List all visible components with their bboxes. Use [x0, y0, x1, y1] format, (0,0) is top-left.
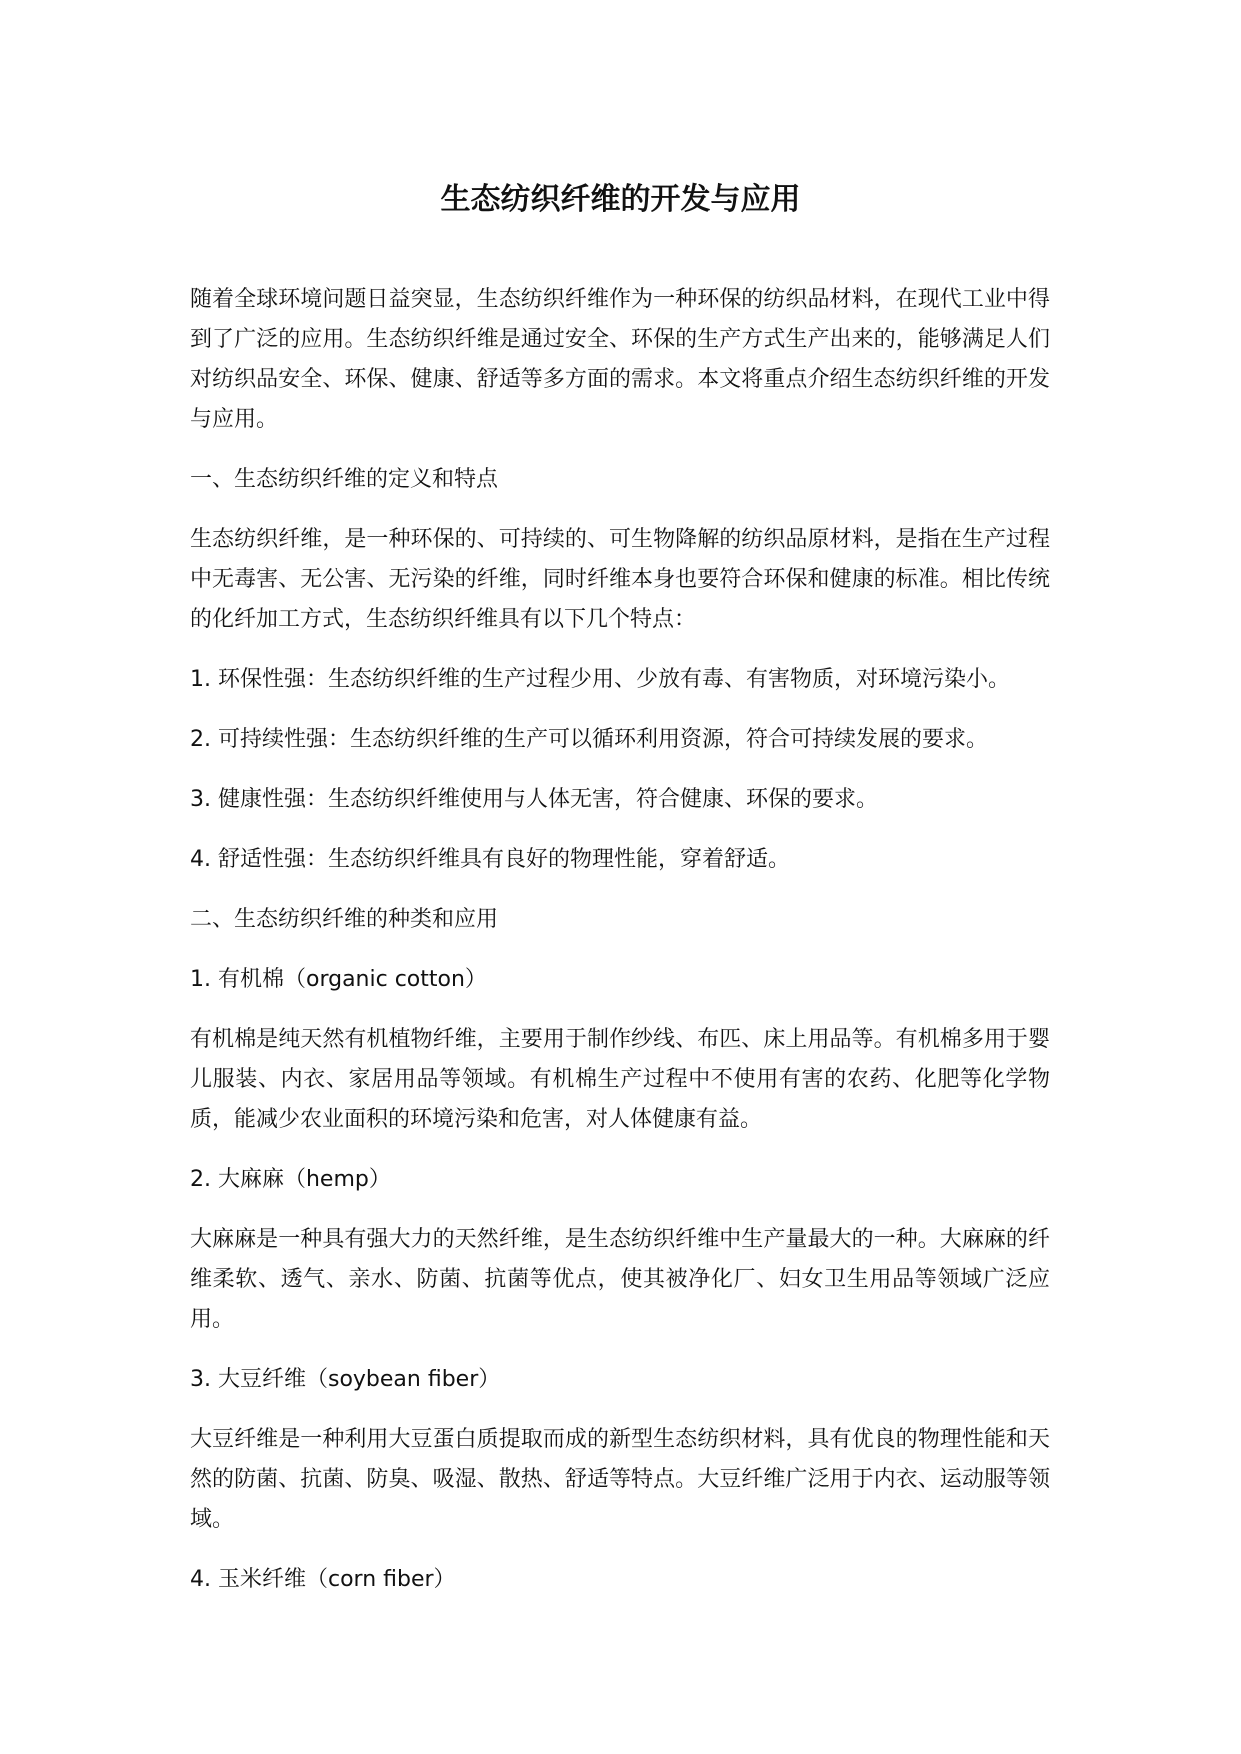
fiber-2-heading: 2. 大麻麻（hemp） [190, 1167, 391, 1192]
feature-item-1: 1. 环保性强：生态纺织纤维的生产过程少用、少放有毒、有害物质，对环境污染小。 [190, 667, 1010, 692]
fiber-4-heading: 4. 玉米纤维（corn fiber） [190, 1567, 456, 1592]
feature-item-2: 2. 可持续性强：生态纺织纤维的生产可以循环利用资源，符合可持续发展的要求。 [190, 727, 988, 752]
fiber-1-text: 有机棉是纯天然有机植物纤维，主要用于制作纱线、布匹、床上用品等。有机棉多用于婴儿服装、内衣、家居用品等领域。有机棉生产过程中不使用有害的农药、化肥等化学物质，能减少农业面积的环境污染和危害，对人体健康有益。 [190, 1027, 1050, 1132]
fiber-3-text: 大豆纤维是一种利用大豆蛋白质提取而成的新型生态纺织材料，具有优良的物理性能和天然的防菌、抗菌、防臭、吸湿、散热、舒适等特点。大豆纤维广泛用于内衣、运动服等领域。 [190, 1427, 1050, 1532]
section-1-paragraph: 生态纺织纤维，是一种环保的、可持续的、可生物降解的纺织品原材料，是指在生产过程中无毒害、无公害、无污染的纤维，同时纤维本身也要符合环保和健康的标准。相比传统的化纤加工方式，生态纺织纤维具有以下几个特点： [190, 527, 1050, 632]
fiber-1-heading: 1. 有机棉（organic cotton） [190, 967, 487, 992]
document-body [190, 280, 1050, 1620]
fiber-2-text: 大麻麻是一种具有强大力的天然纤维，是生态纺织纤维中生产量最大的一种。大麻麻的纤维柔软、透气、亲水、防菌、抗菌等优点，使其被净化厂、妇女卫生用品等领域广泛应用。 [190, 1227, 1050, 1332]
section-1-heading: 一、生态纺织纤维的定义和特点 [190, 467, 499, 492]
intro-paragraph: 随着全球环境问题日益突显，生态纺织纤维作为一种环保的纺织品材料，在现代工业中得到了广泛的应用。生态纺织纤维是通过安全、环保的生产方式生产出来的，能够满足人们对纺织品安全、环保、健康、舒适等多方面的需求。本文将重点介绍生态纺织纤维的开发与应用。 [190, 287, 1050, 432]
document-title: 生态纺织纤维的开发与应用 [440, 182, 801, 217]
feature-item-3: 3. 健康性强：生态纺织纤维使用与人体无害，符合健康、环保的要求。 [190, 787, 878, 812]
feature-item-4: 4. 舒适性强：生态纺织纤维具有良好的物理性能，穿着舒适。 [190, 847, 790, 872]
section-2-heading: 二、生态纺织纤维的种类和应用 [190, 907, 499, 932]
fiber-3-heading: 3. 大豆纤维（soybean fiber） [190, 1367, 501, 1392]
